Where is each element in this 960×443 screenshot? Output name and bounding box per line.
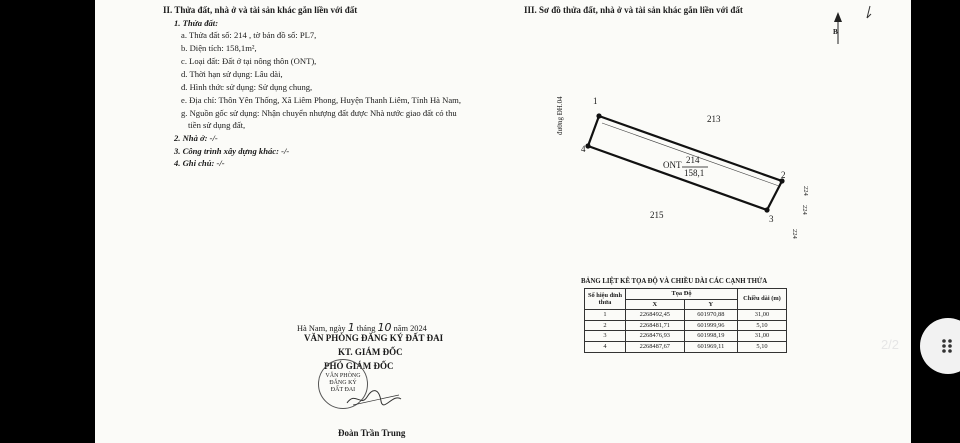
neighbor-parcel-213: 213 bbox=[707, 114, 721, 124]
neighbor-parcel-215: 215 bbox=[650, 210, 664, 220]
page-indicator: 2/2 bbox=[880, 337, 900, 352]
office-stamp: VĂN PHÒNG ĐĂNG KÝ ĐẤT ĐAI bbox=[318, 359, 368, 409]
land-item: c. Loại đất: Đất ở tại nông thôn (ONT), bbox=[181, 56, 317, 66]
side-mark: 224 bbox=[802, 186, 809, 196]
construction-line: 3. Công trình xây dựng khác: -/- bbox=[174, 146, 290, 156]
land-item: a. Thửa đất số: 214 , tờ bản đồ số: PL7, bbox=[181, 30, 317, 40]
document-page bbox=[95, 0, 911, 443]
header-vertex: Số hiệu đỉnh thửa bbox=[585, 289, 626, 310]
office-name: VĂN PHÒNG ĐĂNG KÝ ĐẤT ĐAI bbox=[304, 333, 444, 343]
vertex-label: 4 bbox=[581, 144, 586, 154]
vertex-dot bbox=[585, 143, 590, 148]
house-line: 2. Nhà ở: -/- bbox=[174, 133, 218, 143]
vertex-dot bbox=[596, 113, 601, 118]
section-title-land: II. Thửa đất, nhà ở và tài sản khác gắn liền với đất bbox=[163, 5, 358, 15]
land-item: g. Nguồn gốc sử dụng: Nhận chuyển nhượng đất được Nhà nước giao đất có thu bbox=[181, 108, 457, 118]
vertex-label: 1 bbox=[593, 96, 598, 106]
vertex-label: 3 bbox=[769, 214, 774, 224]
vertex-dot bbox=[764, 207, 769, 212]
note-line: 4. Ghi chú: -/- bbox=[174, 158, 225, 168]
land-item: e. Địa chỉ: Thôn Yên Thống, Xã Liêm Phong, Huyện Thanh Liêm, Tỉnh Hà Nam, bbox=[181, 95, 461, 105]
north-label: B bbox=[833, 28, 838, 36]
land-item: d. Thời hạn sử dụng: Lâu dài, bbox=[181, 69, 283, 79]
header-coord: Tọa Độ bbox=[626, 289, 738, 300]
header-x: X bbox=[626, 299, 685, 310]
coordinate-table bbox=[584, 288, 787, 353]
side-mark: 224 bbox=[801, 205, 808, 215]
road-label: đường ĐH.04 bbox=[556, 96, 564, 135]
north-arrow-icon bbox=[834, 12, 842, 22]
deputy-director: PHÓ GIÁM ĐỐC bbox=[324, 361, 394, 371]
section-title-diagram: III. Sơ đồ thửa đất, nhà ở và tài sản khác gắn liền với đất bbox=[524, 5, 743, 15]
signature-scribble bbox=[345, 385, 405, 411]
table-row: 2 2268481,71 601999,96 5,10 bbox=[585, 320, 787, 331]
slash-mark bbox=[867, 6, 871, 18]
coord-table-title: BẢNG LIỆT KÊ TỌA ĐỘ VÀ CHIỀU DÀI CÁC CẠNH THỬA bbox=[581, 278, 768, 285]
header-y: Y bbox=[684, 299, 737, 310]
date-line: Hà Nam, ngày 1 tháng 10 năm 2024 bbox=[297, 321, 427, 334]
parcel-code: ONT bbox=[663, 160, 682, 170]
signer-name: Đoàn Trần Trung bbox=[338, 428, 406, 438]
table-row: 1 2268492,45 601970,88 31,00 bbox=[585, 310, 787, 321]
table-row: 4 2268487,67 601969,11 5,10 bbox=[585, 341, 787, 352]
land-item: b. Diện tích: 158,1m², bbox=[181, 43, 257, 53]
parcel-area: 158,1 bbox=[684, 168, 705, 178]
land-item: tiền sử dụng đất, bbox=[188, 120, 246, 130]
table-row: 3 2268476,93 601998,19 31,00 bbox=[585, 331, 787, 342]
land-item: đ. Hình thức sử dụng: Sử dụng chung, bbox=[181, 82, 313, 92]
dots-grid-icon bbox=[940, 337, 958, 355]
viewer-side-strip bbox=[911, 0, 960, 443]
vertex-label: 2 bbox=[781, 170, 786, 180]
header-length: Chiều dài (m) bbox=[738, 289, 787, 310]
parcel-outline bbox=[588, 116, 782, 210]
land-heading: 1. Thửa đất: bbox=[174, 18, 219, 28]
side-mark: 224 bbox=[791, 229, 798, 239]
kt-director: KT. GIÁM ĐỐC bbox=[338, 347, 403, 357]
parcel-number: 214 bbox=[686, 155, 700, 165]
